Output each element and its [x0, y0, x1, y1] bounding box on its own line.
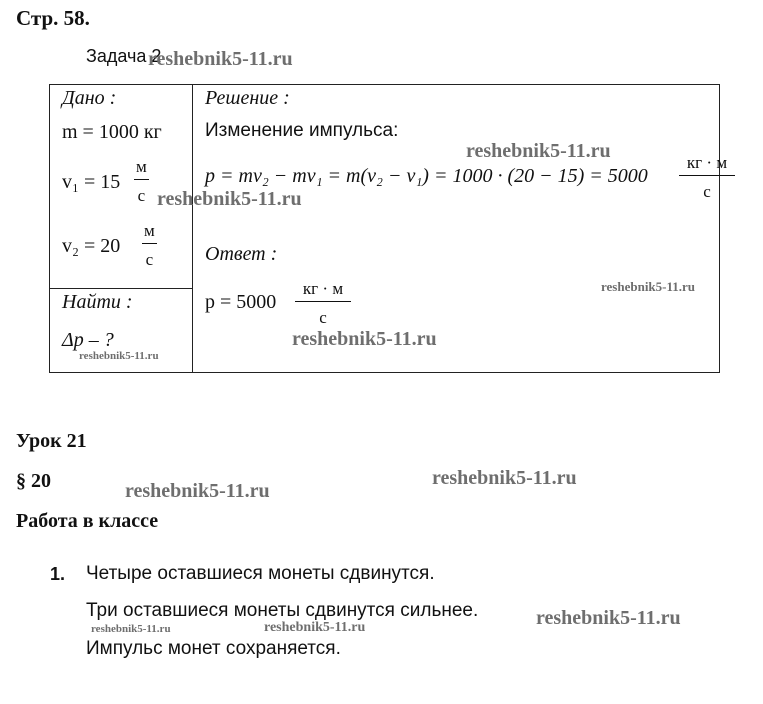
classwork-title: Работа в классе — [16, 510, 159, 532]
formula-unit-num: кг · м — [686, 153, 728, 172]
page-header: Стр. 58. — [16, 6, 90, 30]
watermark: reshebnik5-11.ru — [432, 467, 577, 489]
given-v1-unit — [134, 157, 149, 206]
problem-label: Задача 2 — [86, 46, 162, 66]
answer-unit-num: кг · м — [302, 279, 344, 298]
watermark: reshebnik5-11.ru — [148, 48, 293, 70]
given-title: Дано : — [62, 87, 117, 109]
answer-value: p = 5000 — [205, 291, 277, 313]
given-v1-unit-num: м — [136, 157, 147, 176]
item-line-3: Импульс монет сохраняется. — [86, 638, 341, 659]
answer-unit-den: с — [295, 301, 351, 328]
find-query: Δp – ? — [62, 329, 114, 351]
given-v2-unit-den: с — [142, 243, 157, 270]
watermark: reshebnik5-11.ru — [264, 620, 366, 635]
item-number: 1. — [50, 564, 66, 584]
given-v2-unit — [142, 221, 157, 270]
answer-unit — [295, 279, 351, 328]
watermark: reshebnik5-11.ru — [536, 607, 681, 629]
watermark: reshebnik5-11.ru — [466, 140, 611, 162]
formula-unit — [679, 153, 735, 202]
watermark: reshebnik5-11.ru — [292, 328, 437, 350]
solution-text: Изменение импульса: — [205, 120, 399, 141]
watermark: reshebnik5-11.ru — [79, 350, 159, 362]
given-v1: v₁ = 15 — [62, 171, 121, 193]
solution-formula: p = mv₂ − mv₁ = m(v₂ − v₁) = 1000 · (20 − 15) = 5000 — [205, 165, 648, 187]
solution-cell — [193, 85, 728, 373]
lesson-title: Урок 21 — [16, 430, 87, 452]
formula-unit-den: с — [679, 175, 735, 202]
given-cell — [50, 85, 193, 289]
given-v1-unit-den: с — [134, 179, 149, 206]
watermark: reshebnik5-11.ru — [91, 623, 171, 635]
watermark: reshebnik5-11.ru — [125, 480, 270, 502]
watermark: reshebnik5-11.ru — [601, 279, 696, 294]
solution-title: Решение : — [205, 87, 290, 109]
item-line-2: Три оставшиеся монеты сдвинутся сильнее. — [86, 600, 479, 621]
answer-title: Ответ : — [205, 243, 278, 265]
given-v2: v₂ = 20 — [62, 235, 121, 257]
given-mass: m = 1000 кг — [62, 121, 162, 143]
item-line-1: Четыре оставшиеся монеты сдвинутся. — [86, 563, 435, 584]
watermark: reshebnik5-11.ru — [157, 188, 302, 210]
section-title: § 20 — [16, 470, 51, 492]
find-title: Найти : — [62, 291, 133, 313]
given-v2-unit-num: м — [144, 221, 155, 240]
